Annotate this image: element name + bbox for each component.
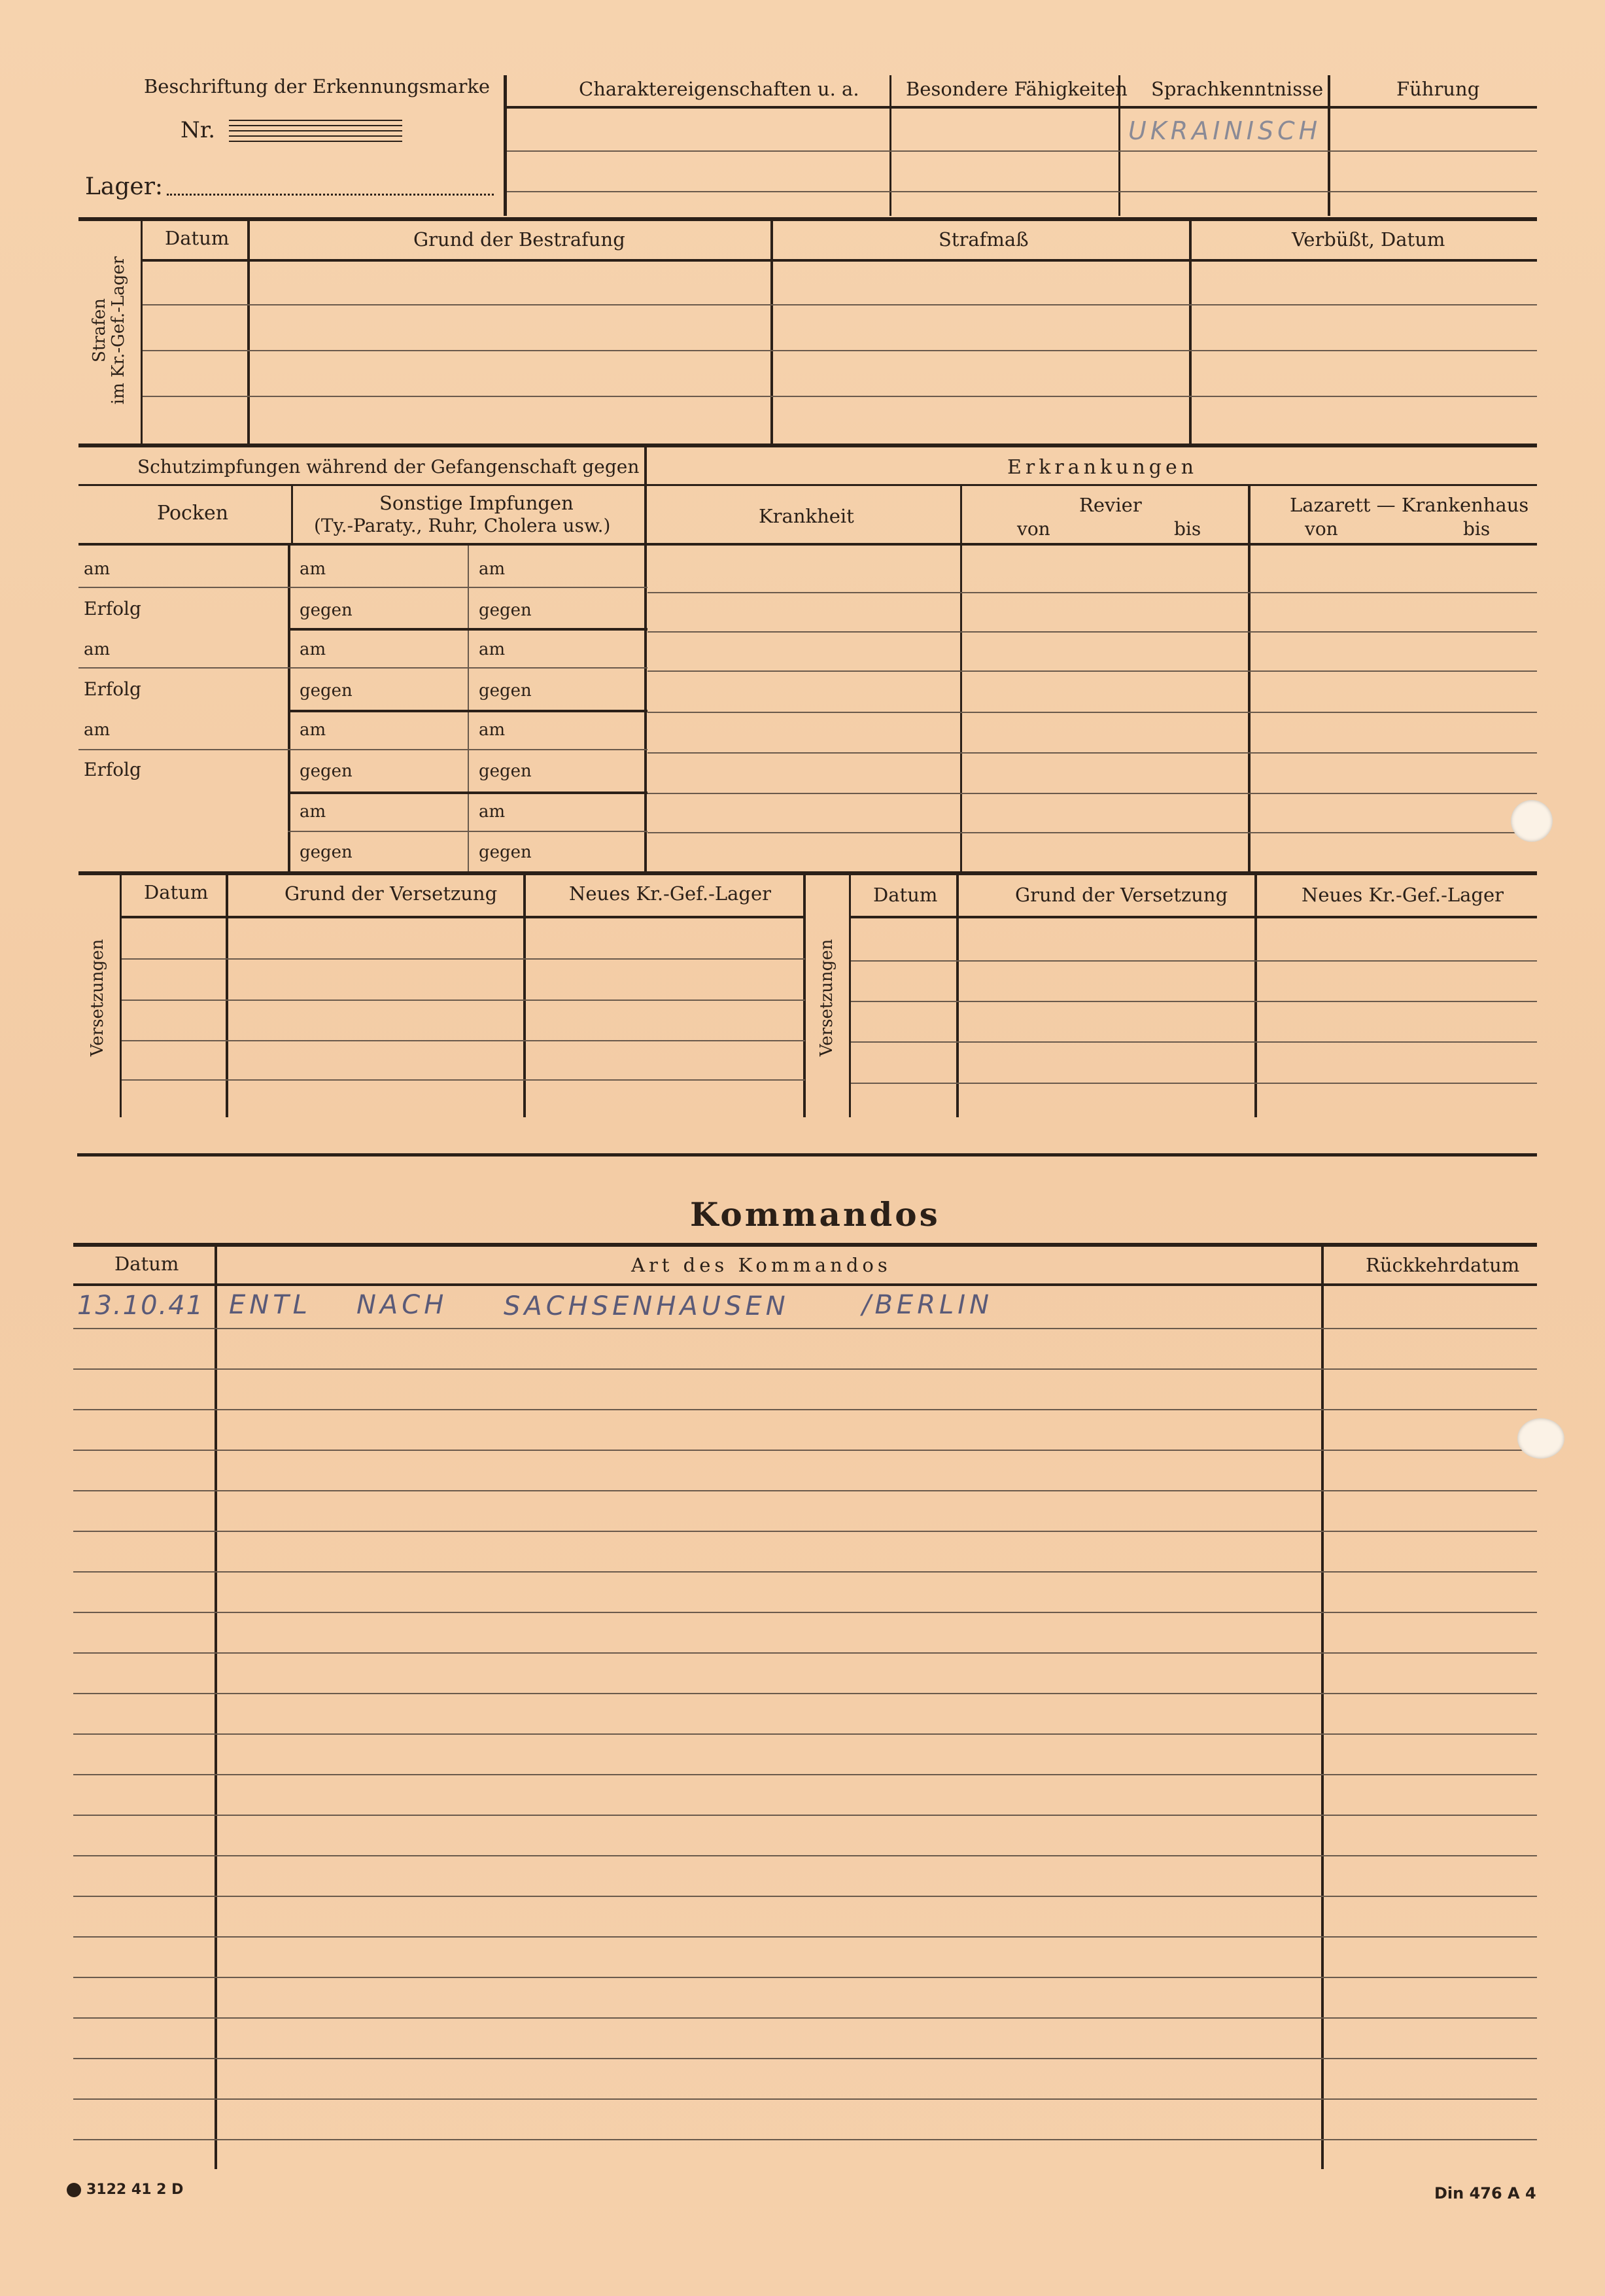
row-line	[73, 1571, 1537, 1573]
row-line	[143, 304, 1537, 305]
sonstige-am-4a: am	[300, 802, 326, 822]
section-rule	[78, 444, 1537, 447]
sonstige-header-1: Sonstige Impfungen	[379, 492, 574, 514]
row-line	[647, 752, 1537, 754]
sonstige-am-3a: am	[300, 720, 326, 740]
divider	[226, 875, 228, 1117]
section-rule	[78, 871, 1537, 875]
row-line	[507, 150, 1537, 152]
vers-datum-header-2: Datum	[873, 884, 938, 906]
header-rule	[141, 259, 1537, 262]
divider	[288, 546, 290, 873]
row-line	[122, 1000, 805, 1001]
divider	[889, 75, 891, 216]
divider	[215, 1247, 217, 2169]
strafen-verbuesst-header: Verbüßt, Datum	[1292, 228, 1445, 251]
row-line	[507, 191, 1537, 192]
divider	[644, 447, 647, 873]
sonstige-gegen-3b: gegen	[479, 761, 532, 781]
nr-label: Nr.	[181, 117, 216, 143]
row-line	[73, 1896, 1537, 1897]
row-line	[73, 1693, 1537, 1694]
impf-title: Schutzimpfungen während der Gefangenschaft gegen	[137, 456, 640, 478]
divider	[1321, 1247, 1324, 2169]
header-rule	[849, 916, 1537, 918]
sonstige-am-1b: am	[479, 559, 506, 579]
row-line	[73, 1328, 1537, 1329]
sonstige-header-2: (Ty.-Paraty., Ruhr, Cholera usw.)	[314, 515, 611, 536]
row-line	[851, 1041, 1537, 1043]
row-line	[73, 1531, 1537, 1532]
row-line	[78, 587, 647, 588]
printer-mark-icon	[67, 2183, 81, 2197]
row-line	[288, 628, 647, 631]
entry-date: 13.10.41	[77, 1291, 205, 1321]
footer-print-code: 3122 41 2 D	[67, 2183, 183, 2197]
row-line	[288, 710, 647, 712]
sonstige-am-1a: am	[300, 559, 326, 579]
strafen-datum-header: Datum	[165, 227, 230, 249]
row-line	[73, 2058, 1537, 2059]
faehigkeiten-header: Besondere Fähigkeiten	[906, 78, 1128, 100]
punch-hole	[1517, 1418, 1564, 1459]
row-line	[851, 960, 1537, 962]
row-line	[73, 1774, 1537, 1775]
sonstige-am-2b: am	[479, 640, 506, 659]
row-line	[78, 667, 647, 669]
sprach-header: Sprachkenntnisse	[1151, 78, 1324, 100]
pocken-am-2: am	[84, 640, 111, 659]
vers-neues-header-2: Neues Kr.-Gef.-Lager	[1302, 884, 1504, 906]
divider	[1254, 875, 1257, 1117]
charakter-header: Charaktereigenschaften u. a.	[579, 78, 859, 100]
section-rule	[73, 1243, 1537, 1247]
kommandos-art-header: Art des Kommandos	[631, 1254, 891, 1276]
pocken-am-3: am	[84, 720, 111, 740]
row-line	[73, 1855, 1537, 1856]
kommandos-title: Kommandos	[690, 1195, 941, 1234]
divider	[291, 484, 293, 543]
sonstige-am-3b: am	[479, 720, 506, 740]
sonstige-am-2a: am	[300, 640, 326, 659]
row-line	[288, 831, 647, 832]
lager-dotted-line	[167, 194, 494, 196]
divider	[803, 875, 806, 1117]
row-line	[73, 1733, 1537, 1735]
pocken-erfolg-3: Erfolg	[84, 759, 141, 780]
row-line	[73, 1936, 1537, 1938]
revier-header: Revier	[1079, 494, 1142, 516]
divider	[504, 106, 1537, 109]
footer-din: Din 476 A 4	[1434, 2184, 1536, 2202]
vers-datum-header-1: Datum	[144, 881, 209, 903]
sonstige-gegen-1a: gegen	[300, 600, 353, 620]
divider	[523, 875, 526, 1117]
sonstige-gegen-3a: gegen	[300, 761, 353, 781]
sonstige-am-4b: am	[479, 802, 506, 822]
row-line	[647, 712, 1537, 713]
row-line	[143, 350, 1537, 351]
nr-lines	[229, 120, 402, 146]
divider	[141, 221, 143, 444]
vers-grund-header-2: Grund der Versetzung	[1015, 884, 1228, 906]
lager-label: Lager:	[85, 173, 164, 200]
header-rule	[78, 543, 1537, 546]
sonstige-gegen-1b: gegen	[479, 600, 532, 620]
revier-bis: bis	[1174, 518, 1201, 540]
kommandos-rueckkehr-header: Rückkehrdatum	[1366, 1254, 1520, 1276]
divider	[120, 875, 122, 1117]
row-line	[73, 1450, 1537, 1451]
row-line	[143, 396, 1537, 397]
row-line	[122, 1079, 805, 1081]
row-line	[73, 1612, 1537, 1613]
revier-von: von	[1017, 518, 1050, 540]
header-rule	[78, 484, 1537, 486]
vers-grund-header-1: Grund der Versetzung	[285, 882, 498, 905]
row-line	[288, 791, 647, 794]
vers-side-label-2: Versetzungen	[817, 939, 837, 1056]
row-line	[73, 1815, 1537, 1816]
entry-text-4: /BERLIN	[862, 1290, 993, 1320]
fuehrung-header: Führung	[1396, 78, 1480, 100]
header-rule	[73, 1283, 1537, 1286]
row-line	[647, 592, 1537, 593]
row-line	[647, 631, 1537, 633]
row-line	[647, 832, 1537, 833]
divider	[849, 875, 851, 1117]
pocken-header: Pocken	[157, 502, 229, 525]
strafen-grund-header: Grund der Bestrafung	[413, 228, 625, 251]
fold-rule	[77, 1153, 1537, 1157]
pocken-erfolg-2: Erfolg	[84, 678, 141, 700]
divider	[956, 875, 959, 1117]
sprach-value: UKRAINISCH	[1128, 116, 1322, 145]
row-line	[122, 958, 805, 960]
kommandos-datum-header: Datum	[114, 1253, 179, 1275]
row-line	[73, 1977, 1537, 1978]
entry-text-2: NACH	[356, 1290, 448, 1320]
sonstige-gegen-2b: gegen	[479, 681, 532, 701]
lazarett-bis: bis	[1463, 518, 1491, 540]
sonstige-gegen-4b: gegen	[479, 843, 532, 862]
pocken-am-1: am	[84, 559, 111, 579]
divider	[960, 484, 962, 873]
divider	[468, 546, 469, 873]
strafen-side-label: Strafen im Kr.-Gef.-Lager	[90, 256, 128, 405]
row-line	[122, 1040, 805, 1041]
divider	[1189, 221, 1192, 444]
row-line	[73, 2139, 1537, 2140]
divider	[770, 221, 773, 444]
erkrankungen-title: Erkrankungen	[1007, 456, 1198, 479]
beschriftung-label: Beschriftung der Erkennungsmarke	[144, 75, 491, 97]
divider	[1328, 75, 1330, 216]
vers-side-label-1: Versetzungen	[88, 939, 107, 1056]
row-line	[73, 1490, 1537, 1491]
lazarett-von: von	[1305, 518, 1338, 540]
punch-hole	[1511, 800, 1553, 842]
vers-neues-header-1: Neues Kr.-Gef.-Lager	[569, 882, 772, 905]
row-line	[73, 1652, 1537, 1654]
row-line	[73, 2017, 1537, 2019]
row-line	[73, 1409, 1537, 1410]
row-line	[647, 670, 1537, 672]
header-rule	[120, 916, 805, 918]
strafen-strafmass-header: Strafmaß	[939, 228, 1029, 251]
pocken-erfolg-1: Erfolg	[84, 598, 141, 619]
divider	[504, 75, 507, 216]
row-line	[851, 1083, 1537, 1084]
divider	[247, 221, 250, 444]
row-line	[73, 1368, 1537, 1370]
row-line	[647, 793, 1537, 794]
row-line	[73, 2098, 1537, 2100]
row-line	[851, 1001, 1537, 1002]
lazarett-header: Lazarett — Krankenhaus	[1290, 494, 1529, 516]
divider	[1248, 484, 1251, 873]
entry-text-1: ENTL	[229, 1290, 311, 1320]
row-line	[78, 749, 647, 750]
section-rule	[78, 217, 1537, 221]
entry-text-3: SACHSENHAUSEN	[504, 1291, 789, 1321]
krankheit-header: Krankheit	[759, 505, 854, 527]
sonstige-gegen-4a: gegen	[300, 843, 353, 862]
sonstige-gegen-2a: gegen	[300, 681, 353, 701]
